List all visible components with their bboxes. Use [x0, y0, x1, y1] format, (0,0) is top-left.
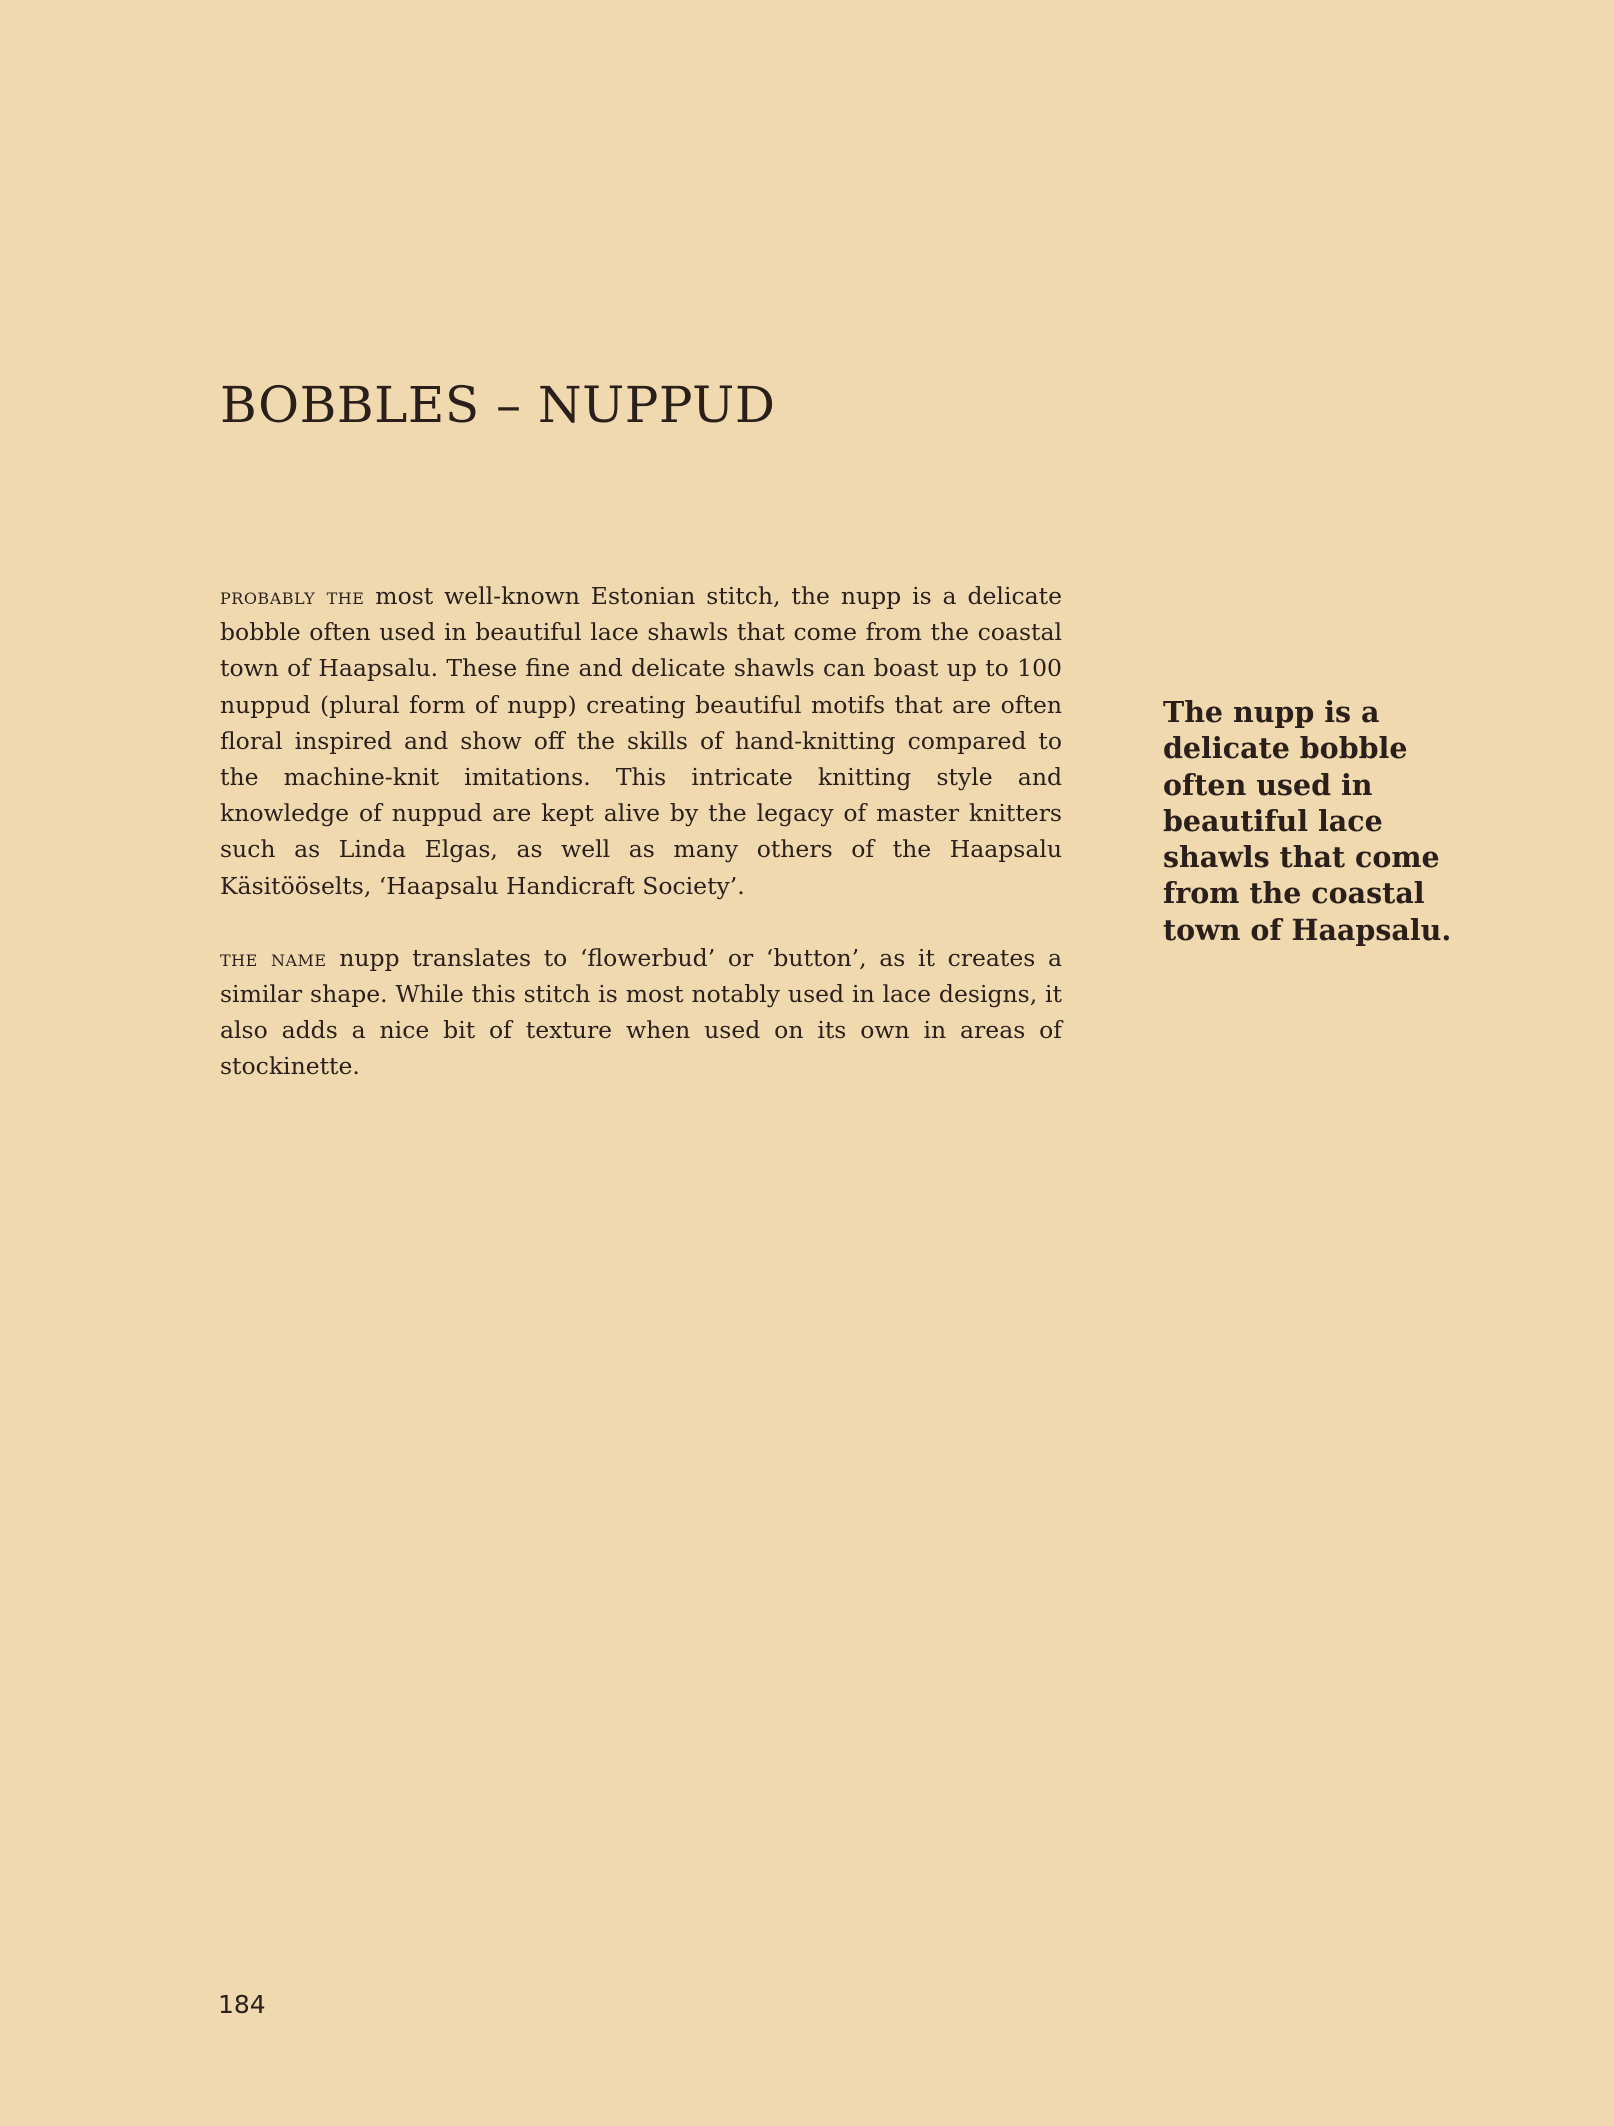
paragraph-text: most well-known Estonian stitch, the nupp is a delicate bobble often used in beautiful lace shawls that come from the coastal town of Haapsalu. These fine and delicate shawls can boast up to 100 nuppud (plural form of nupp) creating beautiful motifs that are often floral inspired and show off the skills of hand-knitting compared to the machine-knit imitations. This intricate knitting style and knowledge of nuppud are kept alive by the legacy of master knitters such as Linda Elgas, as well as many others of the Haapsalu Käsitööselts, ‘Haapsalu Handicraft Society’. [220, 582, 1062, 900]
paragraph-lead-in: the name [220, 943, 327, 972]
body-paragraph [220, 940, 1062, 1085]
page-title: BOBBLES – NUPPUD [220, 376, 776, 434]
paragraph-lead-in: probably the [220, 582, 365, 610]
paragraph-text: nupp translates to ‘flowerbud’ or ‘button’, as it creates a similar shape. While this stitch is most notably used in lace designs, it also adds a nice bit of texture when used on its own in areas of stockinette. [220, 943, 1062, 1081]
pull-quote: The nupp is a delicate bobble often used in beautiful lace shawls that come from the coastal town of Haapsalu. [1163, 695, 1452, 947]
page-number: 184 [218, 1990, 266, 2019]
body-text [220, 578, 1062, 1121]
body-paragraph [220, 578, 1062, 904]
